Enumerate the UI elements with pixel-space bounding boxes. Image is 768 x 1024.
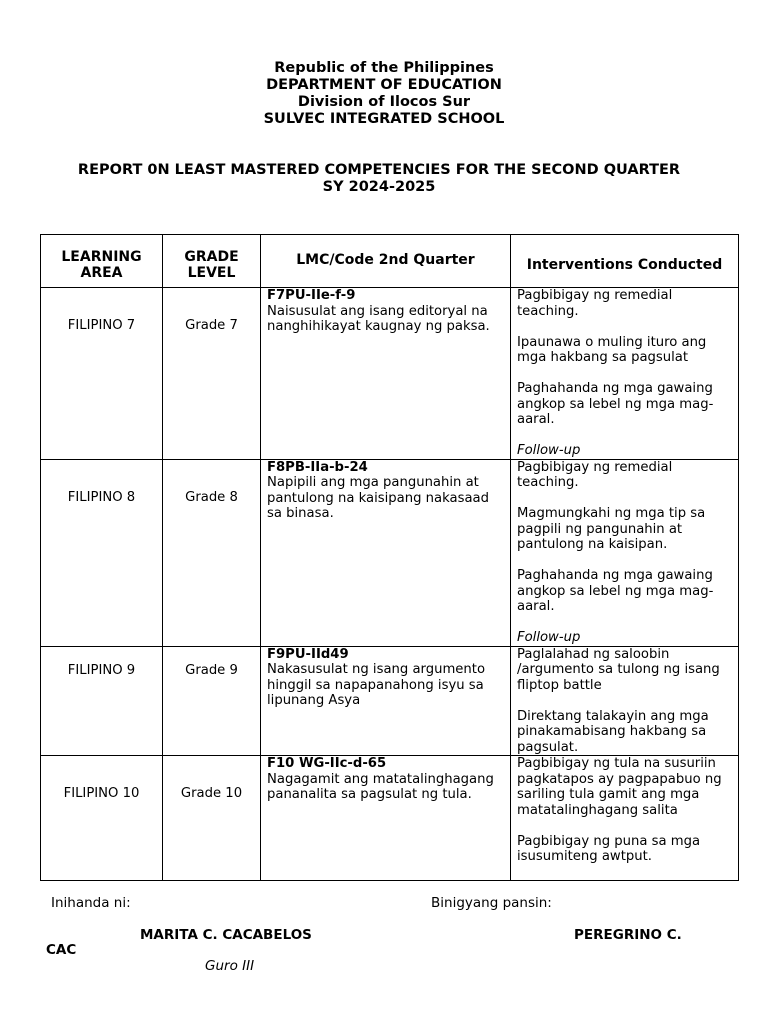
intervention-item: Paghahanda ng mga gawaing angkop sa lebel ng mga mag-aaral. (517, 381, 714, 427)
competency-text: Napipili ang mga pangunahin at pantulong na kaisipang nakasaad sa binasa. (267, 475, 490, 521)
competency-text: Naisusulat ang isang editoryal na nanghihikayat kaugnay ng paksa. (267, 303, 490, 334)
document-header (0, 60, 768, 128)
competency-code: F8PB-IIa-b-24 (267, 459, 368, 475)
grade-level-cell: Grade 10 (163, 756, 261, 881)
grade-level-cell: Grade 8 (163, 459, 261, 646)
competency-text: Nagagamit ang matatalinghagang pananalita sa pagsulat ng tula. (267, 771, 494, 802)
header-department: DEPARTMENT OF EDUCATION (266, 77, 502, 93)
learning-area-cell: FILIPINO 8 (41, 459, 163, 646)
learning-area-cell: FILIPINO 10 (41, 756, 163, 881)
prepared-by-label: Inihanda ni: (51, 895, 131, 911)
grade-level-cell: Grade 9 (163, 646, 261, 756)
interventions-cell (511, 646, 739, 756)
header-grade-level: GRADE LEVEL (163, 235, 261, 288)
report-title-block (0, 162, 758, 196)
intervention-item: Paglalahad ng saloobin /argumento sa tulong ng isang fliptop battle (517, 646, 720, 693)
competency-code: F9PU-IId49 (267, 646, 349, 662)
header-republic: Republic of the Philippines (274, 60, 494, 76)
school-year: SY 2024-2025 (322, 179, 436, 195)
intervention-item: Pagbibigay ng tula na susuriin pagkatapos ay pagpapabuo ng sariling tula gamit ang mga matatalinghagang salita (517, 756, 722, 818)
table-row (41, 459, 739, 646)
learning-area-cell: FILIPINO 7 (41, 288, 163, 460)
preparer-name: MARITA C. CACABELOS (140, 927, 312, 943)
interventions-cell (511, 756, 739, 881)
intervention-item: Paghahanda ng mga gawaing angkop sa lebel ng mga mag-aaral. (517, 568, 714, 614)
noted-by-label: Binigyang pansin: (431, 895, 552, 911)
header-interventions: Interventions Conducted (511, 235, 739, 288)
noted-name-continuation: CAC (46, 942, 77, 958)
lmc-table (40, 234, 739, 881)
learning-area-cell: FILIPINO 9 (41, 646, 163, 756)
lmc-cell (261, 459, 511, 646)
competency-code: F7PU-IIe-f-9 (267, 288, 356, 303)
table-row (41, 646, 739, 756)
header-division: Division of Ilocos Sur (297, 94, 471, 110)
lmc-cell (261, 646, 511, 756)
competency-code: F10 WG-IIc-d-65 (267, 756, 387, 771)
header-school: SULVEC INTEGRATED SCHOOL (263, 111, 505, 127)
header-lmc: LMC/Code 2nd Quarter (261, 235, 511, 288)
lmc-cell (261, 288, 511, 460)
intervention-item: Pagbibigay ng remedial teaching. (517, 288, 673, 319)
table-header-row (41, 235, 739, 288)
preparer-role: Guro III (205, 958, 255, 974)
noted-name: PEREGRINO C. (574, 927, 682, 943)
intervention-item: Magmungkahi ng mga tip sa pagpili ng pangunahin at pantulong na kaisipan. (517, 506, 706, 552)
intervention-item: Pagbibigay ng remedial teaching. (517, 459, 673, 490)
followup-label: Follow-up (517, 630, 581, 645)
grade-level-cell: Grade 7 (163, 288, 261, 460)
report-title: REPORT 0N LEAST MASTERED COMPETENCIES FOR THE SECOND QUARTER (77, 162, 681, 178)
intervention-item: Pagbibigay ng puna sa mga isusumiteng awtput. (517, 833, 701, 864)
intervention-item: Ipaunawa o muling ituro ang mga hakbang sa pagsulat (517, 334, 707, 365)
intervention-item: Direktang talakayin ang mga pinakamabisang hakbang sa pagsulat. (517, 708, 709, 755)
followup-label: Follow-up (517, 443, 581, 458)
table-row (41, 756, 739, 881)
lmc-cell (261, 756, 511, 881)
interventions-cell (511, 288, 739, 460)
table-row (41, 288, 739, 460)
header-learning-area: LEARNING AREA (41, 235, 163, 288)
interventions-cell (511, 459, 739, 646)
competency-text: Nakasusulat ng isang argumento hinggil sa napapanahong isyu sa lipunang Asya (267, 662, 486, 708)
